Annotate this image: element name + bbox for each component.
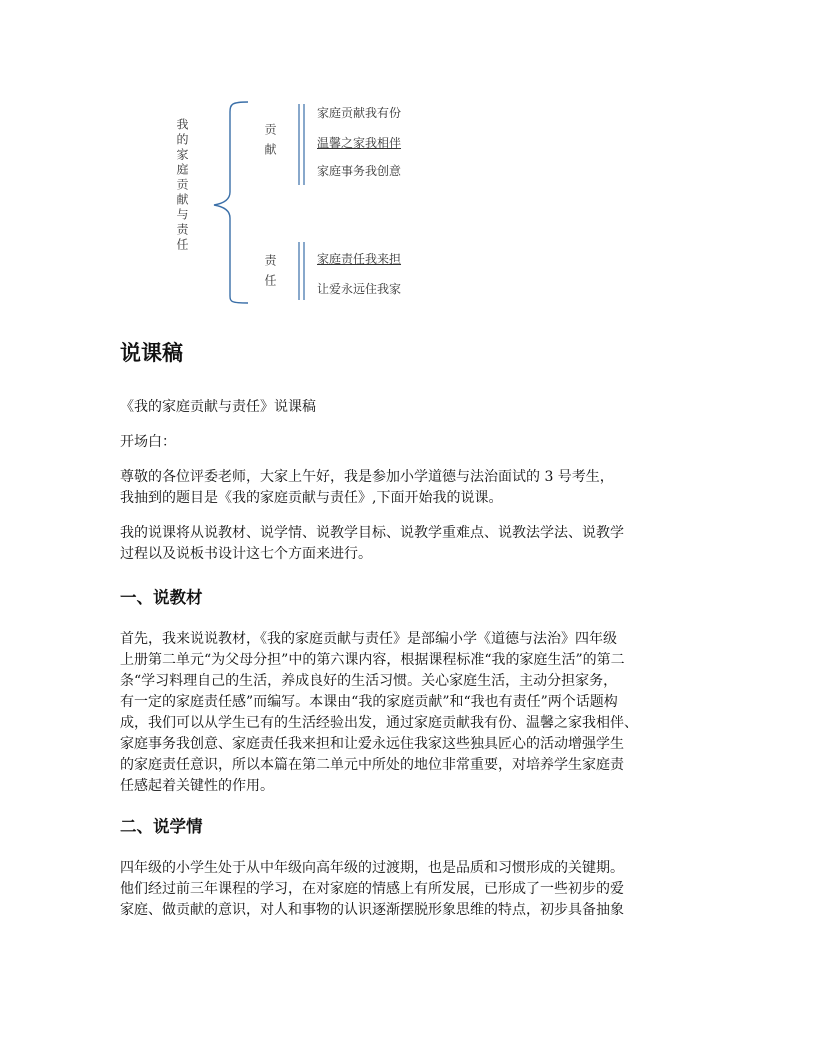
- document-title: 说课稿: [120, 341, 183, 365]
- subtitle-paragraph: 《我的家庭贡献与责任》说课稿: [120, 399, 316, 415]
- mind-map-diagram: [0, 0, 816, 320]
- main-brace: [214, 102, 248, 303]
- section-text-students: 四年级的小学生处于从中年级向高年级的过渡期，也是品质和习惯形成的关键期。 他们经过前三年课程的学习，在对家庭的情感上有所发展，已形成了一些初步的爱 家庭、做贡献的意识，对人和事物的认识逐渐摆脱形象思维的特点，初步具备抽象: [120, 860, 624, 918]
- leaf-item: 温馨之家我相伴: [317, 136, 402, 150]
- opening-paragraph: 尊敬的各位评委老师，大家上午好，我是参加小学道德与法治面试的 3 号考生， 我抽到的题目是《我的家庭贡献与责任》,下面开始我的说课。: [120, 469, 614, 506]
- outline-paragraph: 我的说课将从说教材、说学情、说教学目标、说教学重难点、说教法学法、说教学 过程以及说板书设计这七个方面来进行。: [120, 525, 624, 562]
- leaf-item: 家庭责任我来担: [317, 252, 402, 266]
- section-text-textbook: 首先，我来说说教材，《我的家庭贡献与责任》是部编小学《道德与法治》四年级 上册第二单元“为父母分担”中的第六课内容，根据课程标准“我的家庭生活”的第二 条“学习料理自己的生活，养成良好的生活习惯。关心家庭生活，主动分担家务， 有一定的家庭责任感”而编写。本课由“我的家庭贡献”和“我也有责任”两个话题构 成，我们可以从学生已有的生活经验出发，通过家庭贡献我有份、温馨之家我相伴、 家庭事务我创意、家庭责任我来担和让爱永远住我家这些独具匠心的活动增强学生 的家庭责任意识，所以本篇在第二单元中所处的地位非常重要，对培养学生家庭责 任感起着关键性的作用。: [120, 631, 638, 794]
- leaf-item: 家庭事务我创意: [317, 164, 402, 178]
- section-heading-textbook: 一、说教材: [120, 588, 203, 607]
- section-heading-students: 二、说学情: [120, 817, 203, 836]
- leaf-item: 让爱永远住我家: [317, 282, 402, 296]
- diagram-lines: [0, 0, 816, 320]
- opening-label: 开场白：: [120, 434, 176, 450]
- leaf-item: 家庭贡献我有份: [317, 106, 402, 120]
- diagram-root-label: 我的家庭贡献与责任: [175, 118, 189, 253]
- branch-label-responsibility: 责任: [263, 254, 277, 294]
- branch-label-contribution: 贡献: [263, 123, 277, 163]
